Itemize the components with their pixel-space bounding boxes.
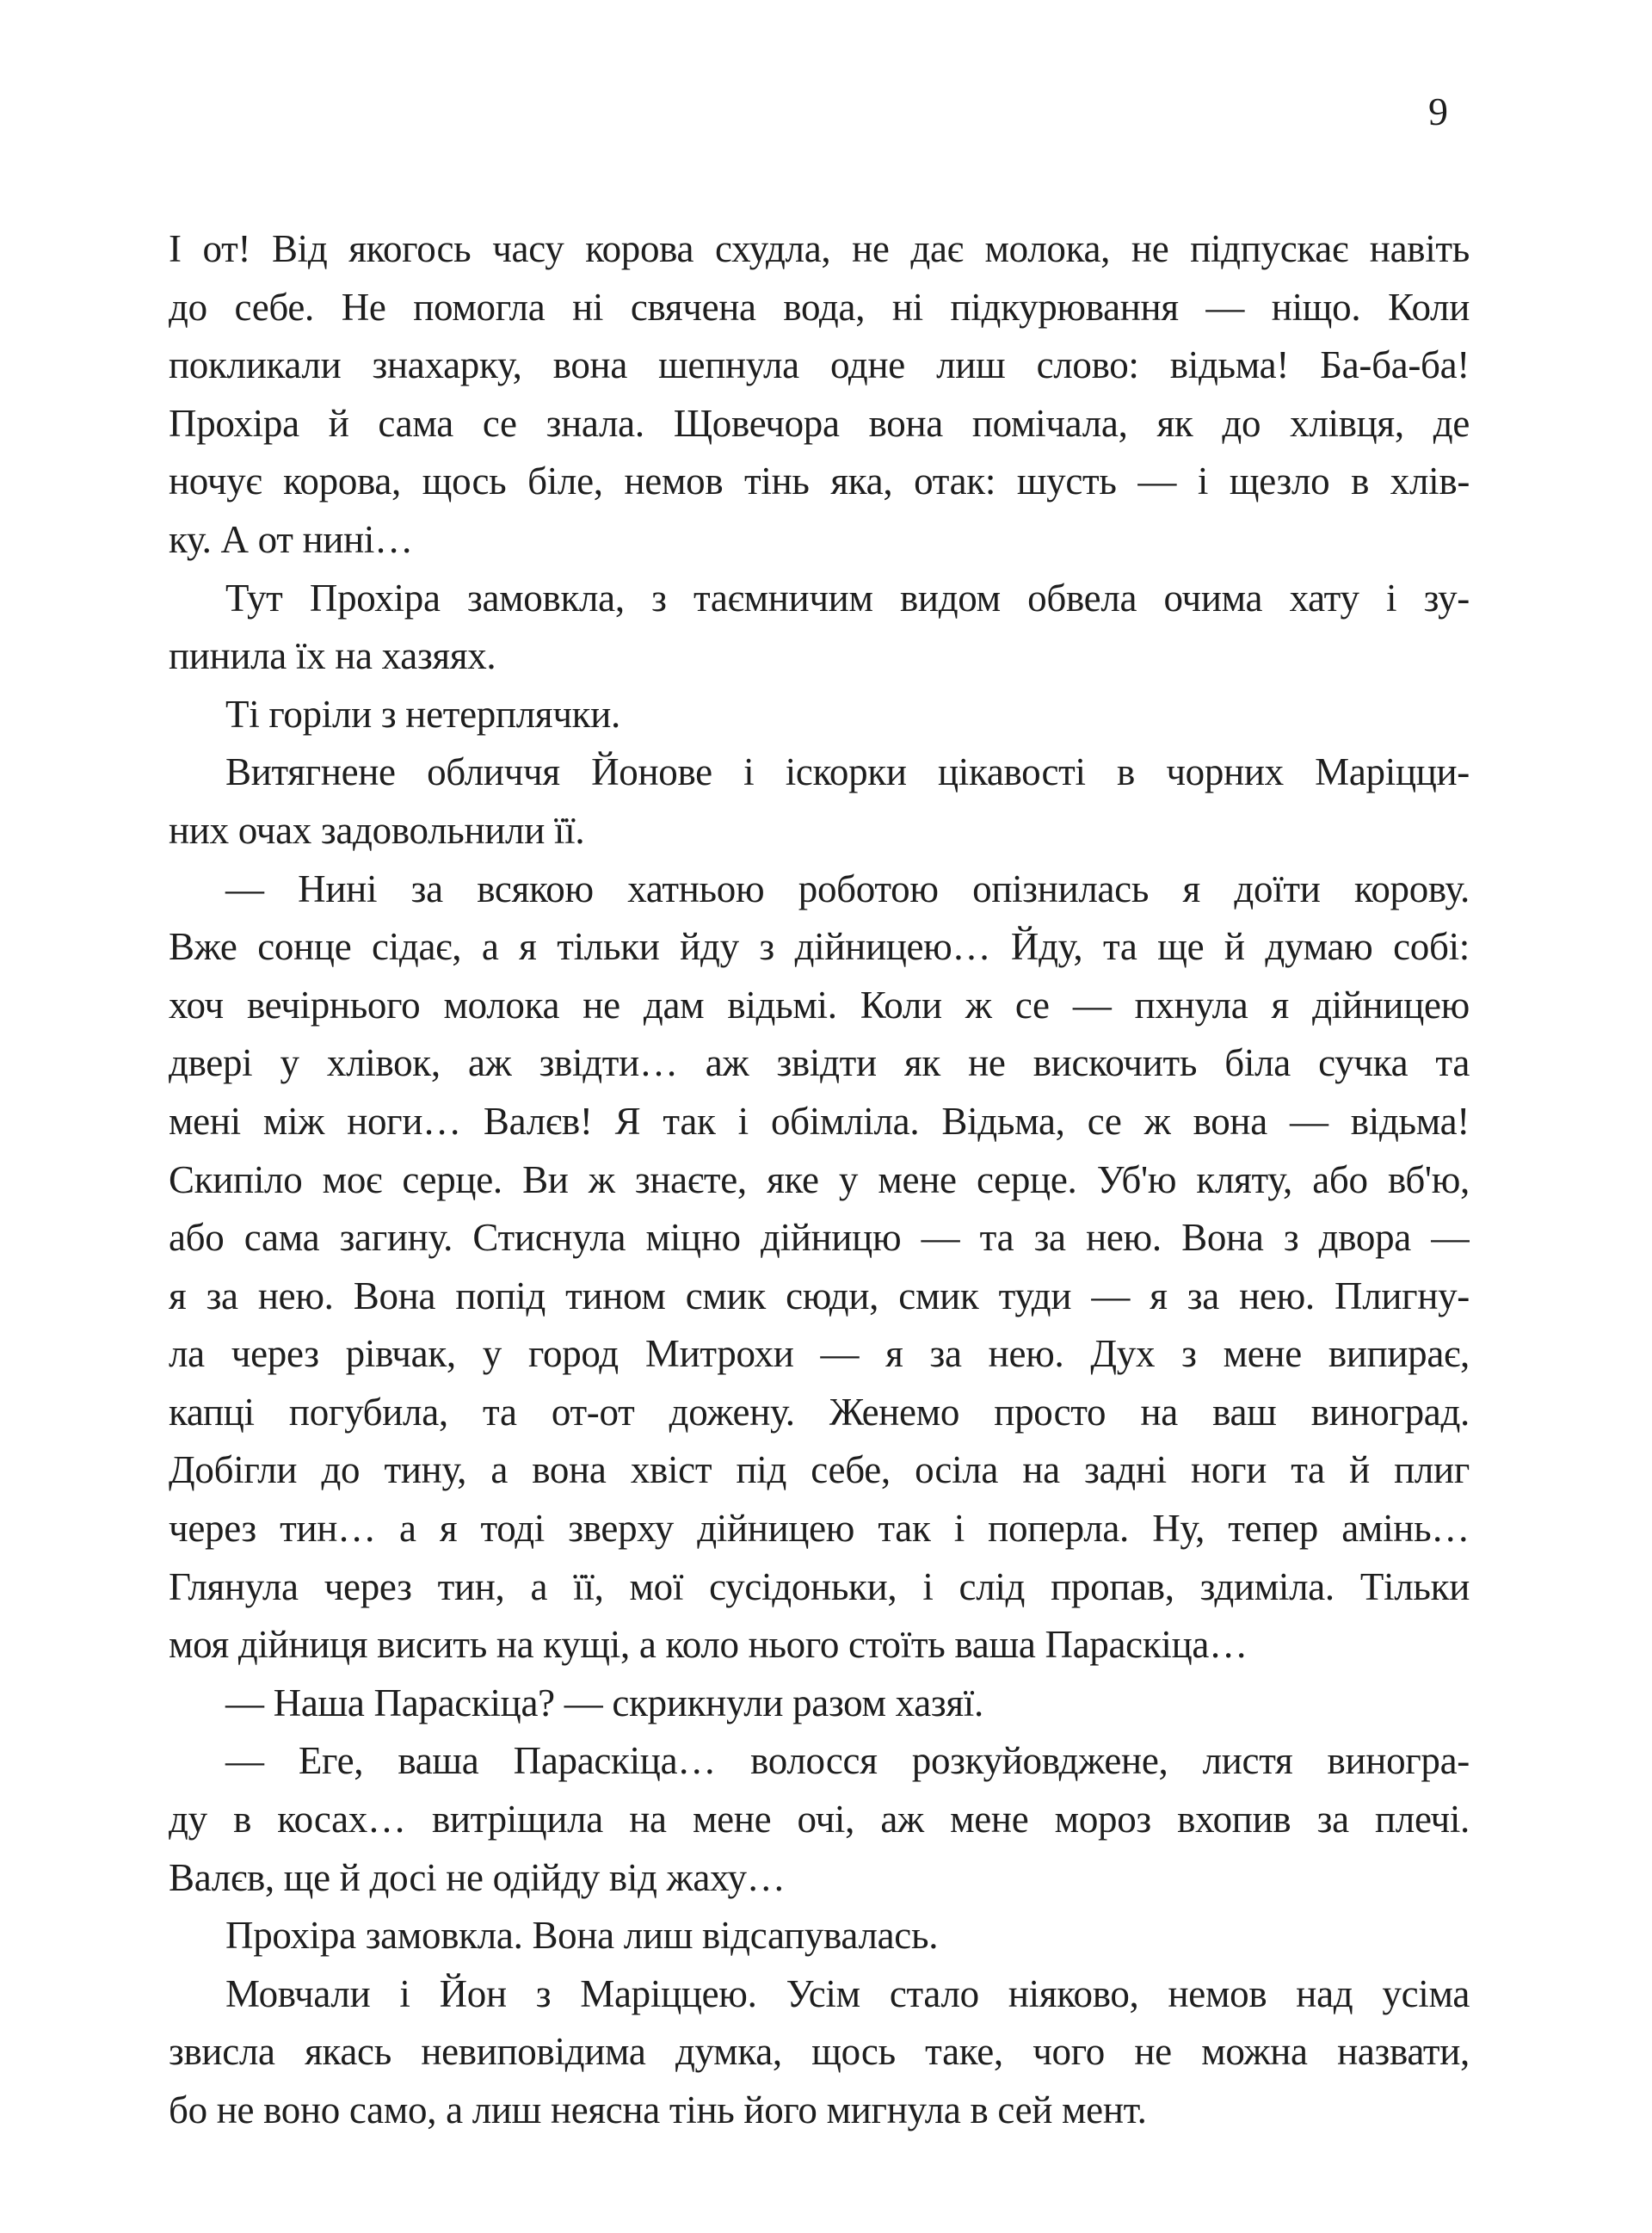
text-line: Вже сонце сідає, а я тільки йду з дійницею… Йду, та ще й думаю собі: <box>169 925 1470 969</box>
text-line: І от! Від якогось часу корова схудла, не дає молока, не підпускає навіть <box>169 227 1470 270</box>
text-line: хоч вечірнього молока не дам відьмі. Коли ж се — пхнула я дійницею <box>169 983 1470 1027</box>
text-line: покликали знахарку, вона шепнула одне лиш слово: відьма! Ба-ба-ба! <box>169 343 1470 387</box>
text-line: двері у хлівок, аж звідти… аж звідти як не вискочить біла сучка та <box>169 1041 1470 1085</box>
paragraph <box>169 1965 1470 2140</box>
text-line: Прохіра замовкла. Вона лиш відсапувалась. <box>225 1914 939 1958</box>
text-line: через тин… а я тоді зверху дійницею так і поперла. Ну, тепер амінь… <box>169 1507 1470 1551</box>
text-line: — Нині за всякою хатньою роботою опізнилась я доїти корову. <box>225 867 1470 910</box>
page-number: 9 <box>1428 89 1448 133</box>
text-line: Мовчали і Йон з Маріццею. Усім стало ніяково, немов над усіма <box>225 1971 1470 2015</box>
text-line: — Наша Параскіца? — скрикнули разом хазяї. <box>225 1681 983 1724</box>
text-line: ночує корова, щось біле, немов тінь яка, отак: шусть — і щезло в хлів- <box>169 460 1470 503</box>
text-line: або сама загину. Стиснула міцно дійницю — та за нею. Вона з двора — <box>169 1216 1470 1260</box>
text-line: моя дійниця висить на кущі, а коло нього стоїть ваша Параскіца… <box>169 1623 1248 1667</box>
paragraph <box>169 1675 1470 1733</box>
text-line: мені між ноги… Валєв! Я так і обімліла. Відьма, се ж вона — відьма! <box>169 1099 1470 1143</box>
text-line: пинила їх на хазяях. <box>169 634 496 678</box>
paragraph <box>169 220 1470 570</box>
text-line: Ті горіли з нетерплячки. <box>225 692 620 736</box>
text-line: Скипіло моє серце. Ви ж знаєте, яке у мене серце. Уб'ю кляту, або вб'ю, <box>169 1157 1470 1201</box>
text-line: ду в косах… витріщила на мене очі, аж мене мороз вхопив за плечі. <box>169 1798 1470 1841</box>
text-line: ку. А от нині… <box>169 517 413 561</box>
text-line: я за нею. Вона попід тином смик сюди, смик туди — я за нею. Плигну- <box>169 1274 1470 1317</box>
paragraph <box>169 686 1470 744</box>
paragraph <box>169 743 1470 860</box>
paragraph <box>169 1732 1470 1907</box>
body-text <box>169 220 1470 2140</box>
paragraph <box>169 1907 1470 1965</box>
paragraph <box>169 861 1470 1675</box>
text-line: Добігли до тину, а вона хвіст під себе, осіла на задні ноги та й плиг <box>169 1448 1470 1492</box>
text-line: — Еге, ваша Параскіца… волосся розкуйовджене, листя виногра- <box>225 1739 1470 1783</box>
text-line: них очах задовольнили її. <box>169 808 585 852</box>
text-line: капці погубила, та от-от дожену. Женемо просто на ваш виноград. <box>169 1390 1470 1434</box>
text-line: ла через рівчак, у город Митрохи — я за нею. Дух з мене випирає, <box>169 1332 1470 1376</box>
text-line: бо не воно само, а лиш неясна тінь його мигнула в сей мент. <box>169 2088 1147 2131</box>
text-line: звисла якась невиповідима думка, щось таке, чого не можна назвати, <box>169 2030 1470 2074</box>
text-line: Глянула через тин, а її, мої сусідоньки, і слід пропав, здиміла. Тільки <box>169 1564 1470 1608</box>
text-line: до себе. Не помогла ні свячена вода, ні підкурювання — ніщо. Коли <box>169 285 1470 329</box>
text-line: Витягнене обличчя Йонове і іскорки цікавості в чорних Маріцци- <box>225 750 1470 794</box>
text-line: Тут Прохіра замовкла, з таємничим видом обвела очима хату і зу- <box>225 576 1470 620</box>
text-line: Прохіра й сама се знала. Щовечора вона помічала, як до хлівця, де <box>169 401 1470 445</box>
paragraph <box>169 570 1470 686</box>
text-line: Валєв, ще й досі не одійду від жаху… <box>169 1855 786 1899</box>
